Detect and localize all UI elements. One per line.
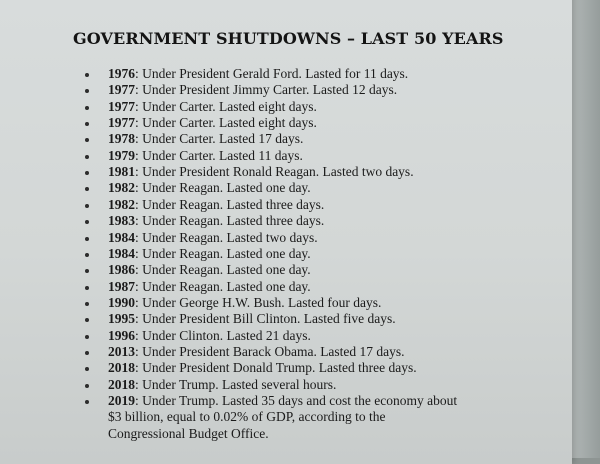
shutdown-description: : Under Reagan. Lasted one day. [135, 245, 311, 261]
shutdown-year: 1984 [108, 245, 135, 261]
shutdown-description: : Under Trump. Lasted 35 days and cost the economy about [135, 393, 458, 408]
bullet-icon [85, 302, 89, 306]
shutdown-description: : Under President Bill Clinton. Lasted five days. [135, 311, 396, 327]
list-item-text [108, 344, 405, 360]
list-item-text [108, 99, 317, 115]
bullet-icon [85, 335, 89, 339]
list-item-line [108, 279, 311, 295]
list-item-line [108, 360, 417, 376]
bullet-icon [85, 367, 89, 371]
list-item-line [108, 131, 303, 147]
shutdown-year: 2013 [108, 343, 135, 359]
list-item-line [108, 295, 381, 311]
shutdown-year: 1996 [108, 327, 135, 343]
shutdown-description: : Under Carter. Lasted eight days. [135, 98, 317, 114]
shutdown-description: : Under Clinton. Lasted 21 days. [135, 327, 311, 343]
list-item-text [108, 393, 457, 442]
list-item-text [108, 82, 397, 98]
shutdown-description: : Under Carter. Lasted eight days. [135, 115, 317, 131]
shutdown-year: 1977 [108, 82, 135, 98]
list-item-text [108, 262, 311, 278]
list-item-line [108, 426, 457, 442]
bullet-icon [85, 187, 89, 191]
bullet-icon [85, 89, 89, 93]
list-item-line [108, 409, 457, 425]
shutdown-year: 1987 [108, 278, 135, 294]
list-item-line [108, 213, 324, 229]
list-item-line [108, 148, 303, 164]
list-item-line [108, 262, 311, 278]
bullet-icon [85, 269, 89, 273]
list-item-text [108, 246, 311, 262]
shutdown-description: $3 billion, equal to 0.02% of GDP, according to the [108, 409, 386, 425]
bullet-icon [85, 171, 89, 175]
list-item-line [108, 377, 336, 393]
bullet-icon [85, 155, 89, 159]
list-item-text [108, 360, 417, 376]
bullet-icon [85, 286, 89, 290]
shutdown-year: 1984 [108, 229, 135, 245]
shutdown-description: : Under Reagan. Lasted three days. [135, 213, 325, 229]
list-item-text [108, 66, 408, 82]
shutdown-year: 2018 [108, 360, 135, 376]
shutdown-description: : Under President Barack Obama. Lasted 17 days. [135, 343, 405, 359]
list-item-text [108, 230, 318, 246]
shutdown-year: 1982 [108, 180, 135, 196]
list-item-text [108, 328, 311, 344]
list-item-text [108, 164, 414, 180]
shutdown-description: : Under Trump. Lasted several hours. [135, 376, 337, 392]
shutdown-year: 1977 [108, 98, 135, 114]
list-item-text [108, 197, 324, 213]
shutdown-description: : Under Reagan. Lasted two days. [135, 229, 318, 245]
bullet-icon [85, 204, 89, 208]
bullet-icon [85, 220, 89, 224]
list-item-line [108, 164, 414, 180]
list-item-line [108, 197, 324, 213]
bullet-icon [85, 138, 89, 142]
shutdown-year: 1981 [108, 164, 135, 180]
list-item-line [108, 246, 311, 262]
shutdown-year: 1983 [108, 213, 135, 229]
list-item-text [108, 115, 317, 131]
list-item-line [108, 344, 405, 360]
shutdown-year: 2018 [108, 376, 135, 392]
shutdown-year: 1990 [108, 294, 135, 310]
list-item-text [108, 311, 396, 327]
list-item-text [108, 180, 311, 196]
shutdown-year: 1977 [108, 115, 135, 131]
shutdown-year: 1979 [108, 147, 135, 163]
list-item-line [108, 115, 317, 131]
list-item-line [108, 328, 311, 344]
list-item-text [108, 377, 336, 393]
shutdown-year: 1976 [108, 66, 135, 81]
bullet-icon [85, 73, 89, 77]
bullet-icon [85, 122, 89, 126]
shutdown-description: : Under Reagan. Lasted one day. [135, 262, 311, 278]
shutdown-description: : Under Carter. Lasted 11 days. [135, 147, 303, 163]
shutdown-description: : Under Reagan. Lasted one day. [135, 278, 311, 294]
shutdown-description: : Under Reagan. Lasted one day. [135, 180, 311, 196]
shutdown-description: : Under George H.W. Bush. Lasted four days. [135, 294, 382, 310]
list-item-text [108, 279, 311, 295]
bullet-icon [85, 318, 89, 322]
list-item-text [108, 131, 303, 147]
bullet-icon [85, 384, 89, 388]
list-item-line [108, 311, 396, 327]
shutdown-year: 1978 [108, 131, 135, 147]
shutdown-description: Congressional Budget Office. [108, 425, 269, 441]
shutdown-year: 2019 [108, 393, 135, 408]
list-item-line [108, 393, 457, 409]
shutdown-description: : Under President Donald Trump. Lasted three days. [135, 360, 417, 376]
shutdown-description: : Under President Ronald Reagan. Lasted two days. [135, 164, 414, 180]
list-item-text [108, 295, 381, 311]
list-item-text [108, 213, 324, 229]
list-item-line [108, 180, 311, 196]
shutdown-year: 1986 [108, 262, 135, 278]
shutdown-description: : Under President Jimmy Carter. Lasted 12 days. [135, 82, 398, 98]
list-item-line [108, 82, 397, 98]
shutdown-year: 1995 [108, 311, 135, 327]
shutdown-description: : Under Carter. Lasted 17 days. [135, 131, 304, 147]
shutdown-description: : Under Reagan. Lasted three days. [135, 196, 325, 212]
shutdown-description: : Under President Gerald Ford. Lasted for 11 days. [135, 66, 409, 81]
page-title: GOVERNMENT SHUTDOWNS – LAST 50 YEARS [73, 29, 504, 48]
shutdown-year: 1982 [108, 196, 135, 212]
bullet-icon [85, 106, 89, 110]
bullet-icon [85, 400, 89, 404]
bullet-icon [85, 253, 89, 257]
bullet-icon [85, 237, 89, 241]
list-item-line [108, 99, 317, 115]
bullet-icon [85, 351, 89, 355]
list-item-text [108, 148, 303, 164]
list-item-line [108, 230, 318, 246]
list-item-line [108, 66, 408, 82]
